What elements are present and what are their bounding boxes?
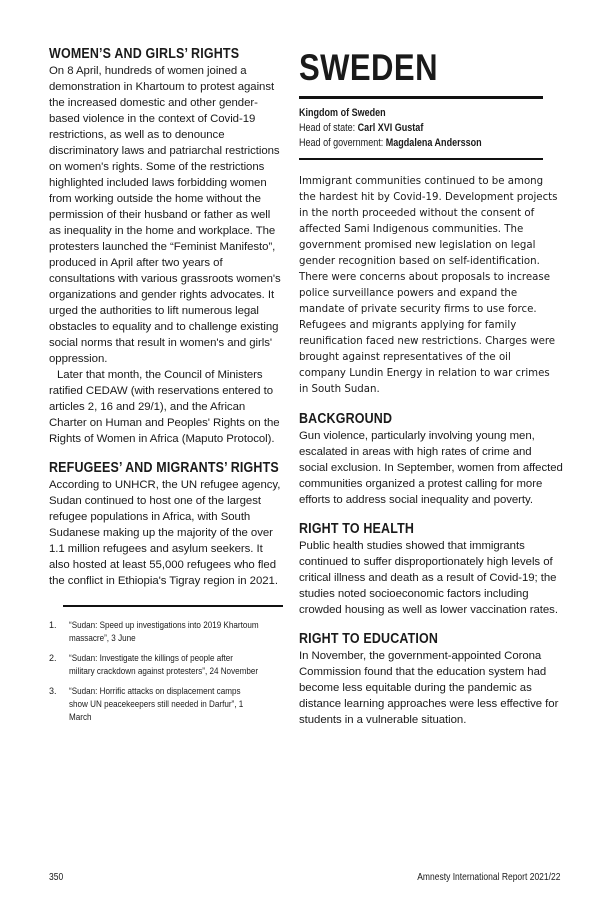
- country-summary: Immigrant communities continued to be among the hardest hit by Covid-19. Development projects in the north proceeded without the consent of affected Sami Indigenous communities. The government promised new legislation on legal gender recognition based on self-identification. There were concerns about proposals to increase police surveillance powers and expand the mandate of private security firms to use force. Refugees and migrants applying for family reunification faced new restrictions. Charges were brought against representatives of the oil company Lundin Energy in relation to war crimes in South Sudan.: [299, 176, 558, 395]
- head-of-state-label: Head of state:: [299, 122, 358, 134]
- title-divider: [299, 96, 543, 99]
- footnote-text: “Sudan: Investigate the killings of people after military crackdown against protesters”, 24 November: [69, 653, 259, 676]
- right-column: [299, 46, 563, 728]
- footnote-number: 3.: [49, 686, 57, 696]
- section-heading-background: BACKGROUND: [299, 411, 393, 427]
- paragraph: Later that month, the Council of Ministers ratified CEDAW (with reservations entered to articles 2, 16 and 29/1), and the African Charter on Human and Peoples' Rights on the Rights of Women in Africa (Maputo Protocol).: [49, 369, 280, 445]
- footnotes: [49, 619, 281, 724]
- head-of-state-value: Carl XVI Gustaf: [357, 122, 424, 134]
- left-column: [49, 46, 281, 731]
- head-of-government-label: Head of government:: [299, 137, 386, 149]
- official-name: Kingdom of Sweden: [299, 107, 386, 119]
- footnote-item: [49, 685, 281, 724]
- footnote-text: “Sudan: Horrific attacks on displacement camps show UN peacekeepers still needed in Darfur”, 1 March: [69, 686, 244, 722]
- head-of-government-row: [299, 136, 515, 151]
- section-heading-refugees-rights: REFUGEES’ AND MIGRANTS’ RIGHTS: [49, 460, 279, 476]
- footnote-number: 1.: [49, 620, 57, 630]
- footnote-item: [49, 619, 281, 645]
- publication-title: Amnesty International Report 2021/22: [416, 872, 560, 883]
- paragraph: In November, the government-appointed Corona Commission found that the education system had become less equitable during the pandemic as distance learning approaches were less effective for students in a vulnerable situation.: [299, 650, 559, 726]
- head-of-state-row: [299, 121, 515, 136]
- paragraph: On 8 April, hundreds of women joined a demonstration in Khartoum to protest against the increased domestic and other gender-based violence in the context of Covid-19 restrictions, as well as to denounce discriminatory laws and patriarchal restrictions on women's rights. Some of the restrictions highlighted included laws forbidding women from working outside the home without the permission of their husband or father as well as inequality in the home and workplace. The protesters launched the “Feminist Manifesto”, produced in April after two years of consultations with various grassroots women's organizations and gender rights advocates. It urged the authorities to lift numerous legal obstacles to equality and to challenge existing social norms that result in women's and girls' oppression.: [49, 65, 281, 365]
- section-heading-right-to-health: RIGHT TO HEALTH: [299, 521, 415, 537]
- section-heading-womens-rights: WOMEN’S AND GIRLS’ RIGHTS: [49, 46, 240, 62]
- section-heading-right-to-education: RIGHT TO EDUCATION: [299, 631, 439, 647]
- footnote-number: 2.: [49, 653, 57, 663]
- paragraph: According to UNHCR, the UN refugee agency, Sudan continued to host one of the largest refugee populations in Africa, with South Sudanese making up the majority of the over 1.1 million refugees and asylum seekers. It also hosted at least 55,000 refugees who fled the conflict in Ethiopia's Tigray region in 2021.: [49, 479, 281, 587]
- footnote-text: “Sudan: Speed up investigations into 2019 Khartoum massacre”, 3 June: [69, 620, 259, 643]
- country-facts: [299, 106, 563, 151]
- head-of-government-value: Magdalena Andersson: [385, 137, 482, 149]
- country-title: SWEDEN: [299, 47, 438, 88]
- page-number: 350: [49, 872, 64, 883]
- footnote-divider: [63, 605, 283, 607]
- paragraph: Gun violence, particularly involving young men, escalated in areas with high rates of crime and social exclusion. In September, women from affected communities organized a protest calling for more efforts to address social inequality and poverty.: [299, 430, 563, 506]
- paragraph: Public health studies showed that immigrants continued to suffer disproportionately high levels of critical illness and death as a result of Covid-19; the studies noted socioeconomic factors including crowded housing as well as lower vaccination rates.: [299, 540, 558, 616]
- footnote-item: [49, 652, 281, 678]
- facts-divider: [299, 158, 543, 160]
